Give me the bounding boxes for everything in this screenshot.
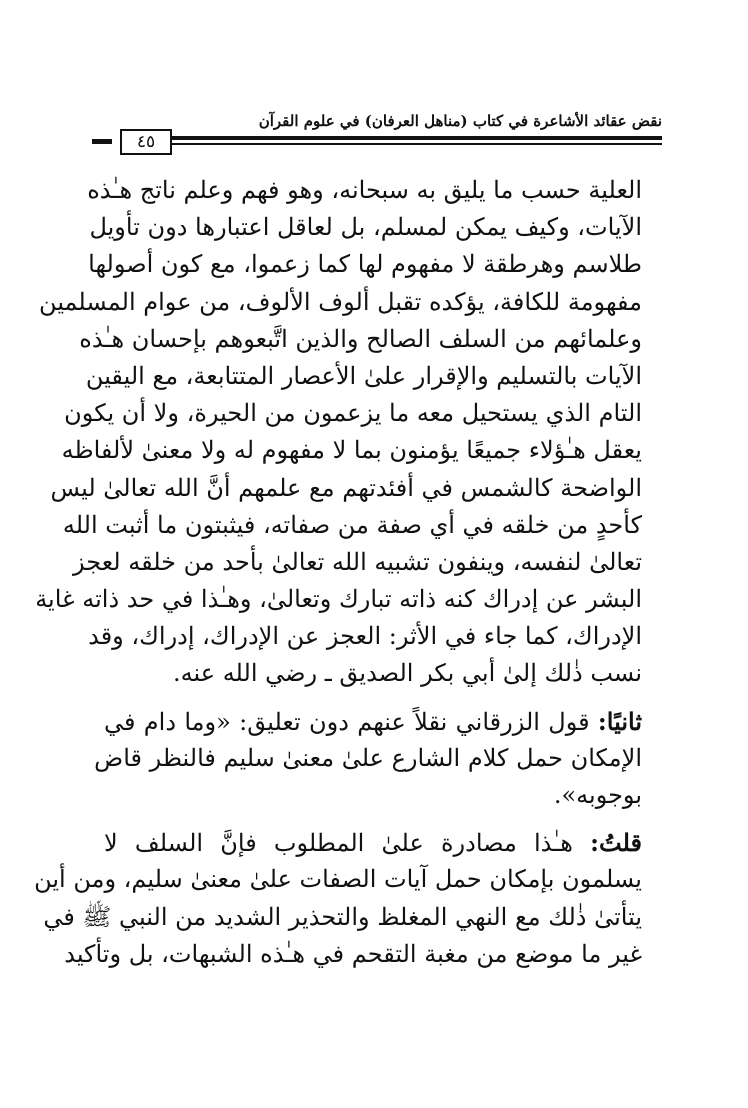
header-rule-thin [152,143,662,145]
paragraph-gap [104,814,642,824]
paragraph-gap [104,693,642,703]
text-line: الآيات، وكيف يمكن لمسلم، بل لعاقل اعتبارها دون تأويل [89,213,642,242]
page-body [34,172,642,973]
header-rule-thick [152,136,662,140]
text-line: الواضحة كالشمس في أفئدتهم مع علمهم أنَّ الله تعالىٰ ليس [50,473,642,502]
text-line: التام الذي يستحيل معه ما يزعمون من الحيرة، ولا أن يكون [64,399,642,428]
text-line: غير ما موضع من مغبة التقحم في هـٰذه الشبهات، بل وتأكيد [64,939,642,968]
header-title: نقض عقائد الأشاعرة في كتاب (مناهل العرفان) في علوم القرآن [258,112,662,130]
text-line: نسب ذٰلك إلىٰ أبي بكر الصديق ـ رضي الله عنه. [173,659,642,688]
text-line: طلاسم وهرطقة لا مفهوم لها كما زعموا، مع كون أصولها [88,250,642,279]
paragraph-2 [94,703,642,815]
page-number: ٤٥ [120,129,172,155]
paragraph-lead: قلتُ: [590,828,642,858]
text-line: يسلمون بإمكان حمل آيات الصفات علىٰ معنىٰ سليم، ومن أين [34,865,642,894]
text-run: هـٰذا مصادرة علىٰ المطلوب فإنَّ السلف لا [104,829,591,858]
paragraph-lead: ثانيًا: [597,706,642,736]
text-line: يعقل هـٰؤلاء جميعًا يؤمنون بما لا مفهوم له ولا معنىٰ لألفاظه [61,436,642,465]
text-line [104,703,642,740]
header-dash [92,139,112,144]
text-line: تعالىٰ لنفسه، وينفون تشبيه الله تعالىٰ بأحد من خلقه لعجز [72,547,642,576]
text-line: بوجوبه». [553,781,642,809]
text-line: يتأتىٰ ذٰلك مع النهي المغلظ والتحذير الشديد من النبي ﷺ في [43,902,642,931]
text-line: مفهومة للكافة، يؤكده تقبل ألوف الألوف، من عوام المسلمين [39,287,642,316]
text-line: وعلمائهم من السلف الصالح والذين اتَّبعوهم بإحسان هـٰذه [79,324,642,353]
text-line [104,824,642,861]
paragraph-3 [34,824,642,973]
text-line: البشر عن إدراك كنه ذاته تبارك وتعالىٰ، وهـٰذا في حد ذاته غاية [35,585,642,614]
text-line: العلية حسب ما يليق به سبحانه، وهو فهم وعلم ناتج هـٰذه [87,176,642,204]
text-run: قول الزرقاني نقلاً عنهم دون تعليق: «وما دام في [104,707,598,736]
paragraph-1 [35,172,642,693]
text-line: الإمكان حمل كلام الشارع علىٰ معنىٰ سليم فالنظر قاض [94,743,642,772]
text-line: الإدراك، كما جاء في الأثر: العجز عن الإدراك، إدراك، وقد [88,622,642,651]
text-line: الآيات بالتسليم والإقرار علىٰ الأعصار المتتابعة، مع اليقين [85,361,642,390]
running-header [92,112,662,152]
text-line: كأحدٍ من خلقه في أي صفة من صفاته، فيثبتون ما أثبت الله [62,510,642,539]
